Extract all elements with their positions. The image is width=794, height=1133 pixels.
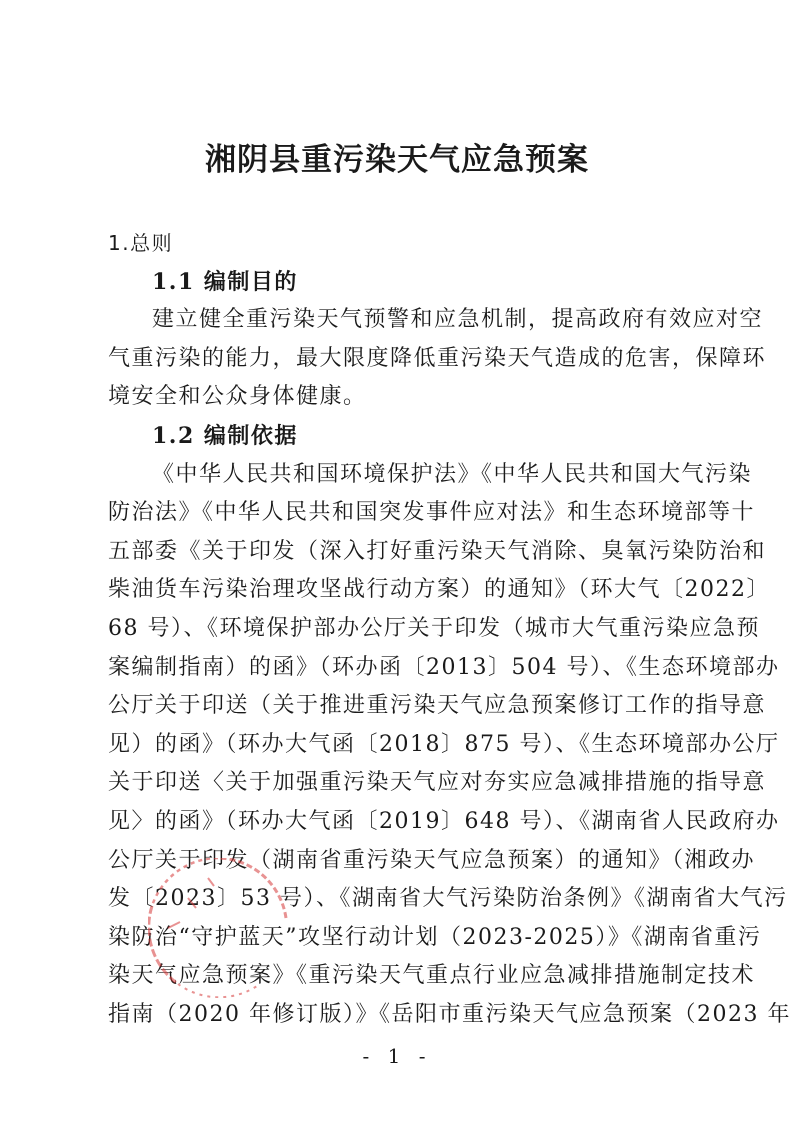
document-title: 湘阴县重污染天气应急预案 (205, 142, 589, 178)
paragraph-line: 柴油货车污染治理攻坚战行动方案）的通知》（环大气〔2022〕 (108, 577, 770, 603)
paragraph-line: 案编制指南）的函》（环办函〔2013〕504 号）、《生态环境部办 (108, 654, 780, 680)
subsection-heading: 1.1 编制目的 (152, 268, 298, 295)
paragraph-line: 见〉的函》（环办大气函〔2019〕648 号）、《湖南省人民政府办 (108, 808, 780, 834)
section-heading: 1.总则 (108, 231, 174, 255)
paragraph-line: 公厅关于印发（湖南省重污染天气应急预案）的通知》（湘政办 (108, 847, 756, 873)
paragraph-line: 指南（2020 年修订版）》《岳阳市重污染天气应急预案（2023 年 (108, 1001, 791, 1027)
paragraph-line: 境安全和公众身体健康。 (108, 384, 367, 410)
subsection-heading: 1.2 编制依据 (152, 422, 298, 449)
paragraph-line: 68 号）、《环境保护部办公厅关于印发（城市大气重污染应急预 (108, 615, 760, 641)
paragraph-line: 气重污染的能力，最大限度降低重污染天气造成的危害，保障环 (108, 345, 767, 371)
paragraph-line: 《中华人民共和国环境保护法》《中华人民共和国大气污染 (152, 461, 753, 487)
paragraph-line: 关于印送〈关于加强重污染天气应对夯实应急减排措施的指导意 (108, 770, 767, 796)
document-body (108, 224, 791, 1034)
paragraph-line: 染天气应急预案》《重污染天气重点行业应急减排措施制定技术 (108, 963, 756, 989)
paragraph-line: 染防治“守护蓝天”攻坚行动计划（2023-2025）》《湖南省重污 (108, 924, 762, 950)
paragraph-line: 建立健全重污染天气预警和应急机制，提高政府有效应对空 (152, 307, 764, 333)
paragraph-line: 防治法》《中华人民共和国突发事件应对法》和生态环境部等十 (108, 500, 756, 526)
paragraph-line: 见）的函》（环办大气函〔2018〕875 号）、《生态环境部办公厅 (108, 731, 780, 757)
page-number: - 1 - (362, 1044, 432, 1068)
paragraph-line: 发〔2023〕53 号）、《湖南省大气污染防治条例》《湖南省大气污 (108, 886, 788, 912)
paragraph-line: 公厅关于印送（关于推进重污染天气应急预案修订工作的指导意 (108, 693, 767, 719)
paragraph-line: 五部委《关于印发（深入打好重污染天气消除、臭氧污染防治和 (108, 538, 767, 564)
